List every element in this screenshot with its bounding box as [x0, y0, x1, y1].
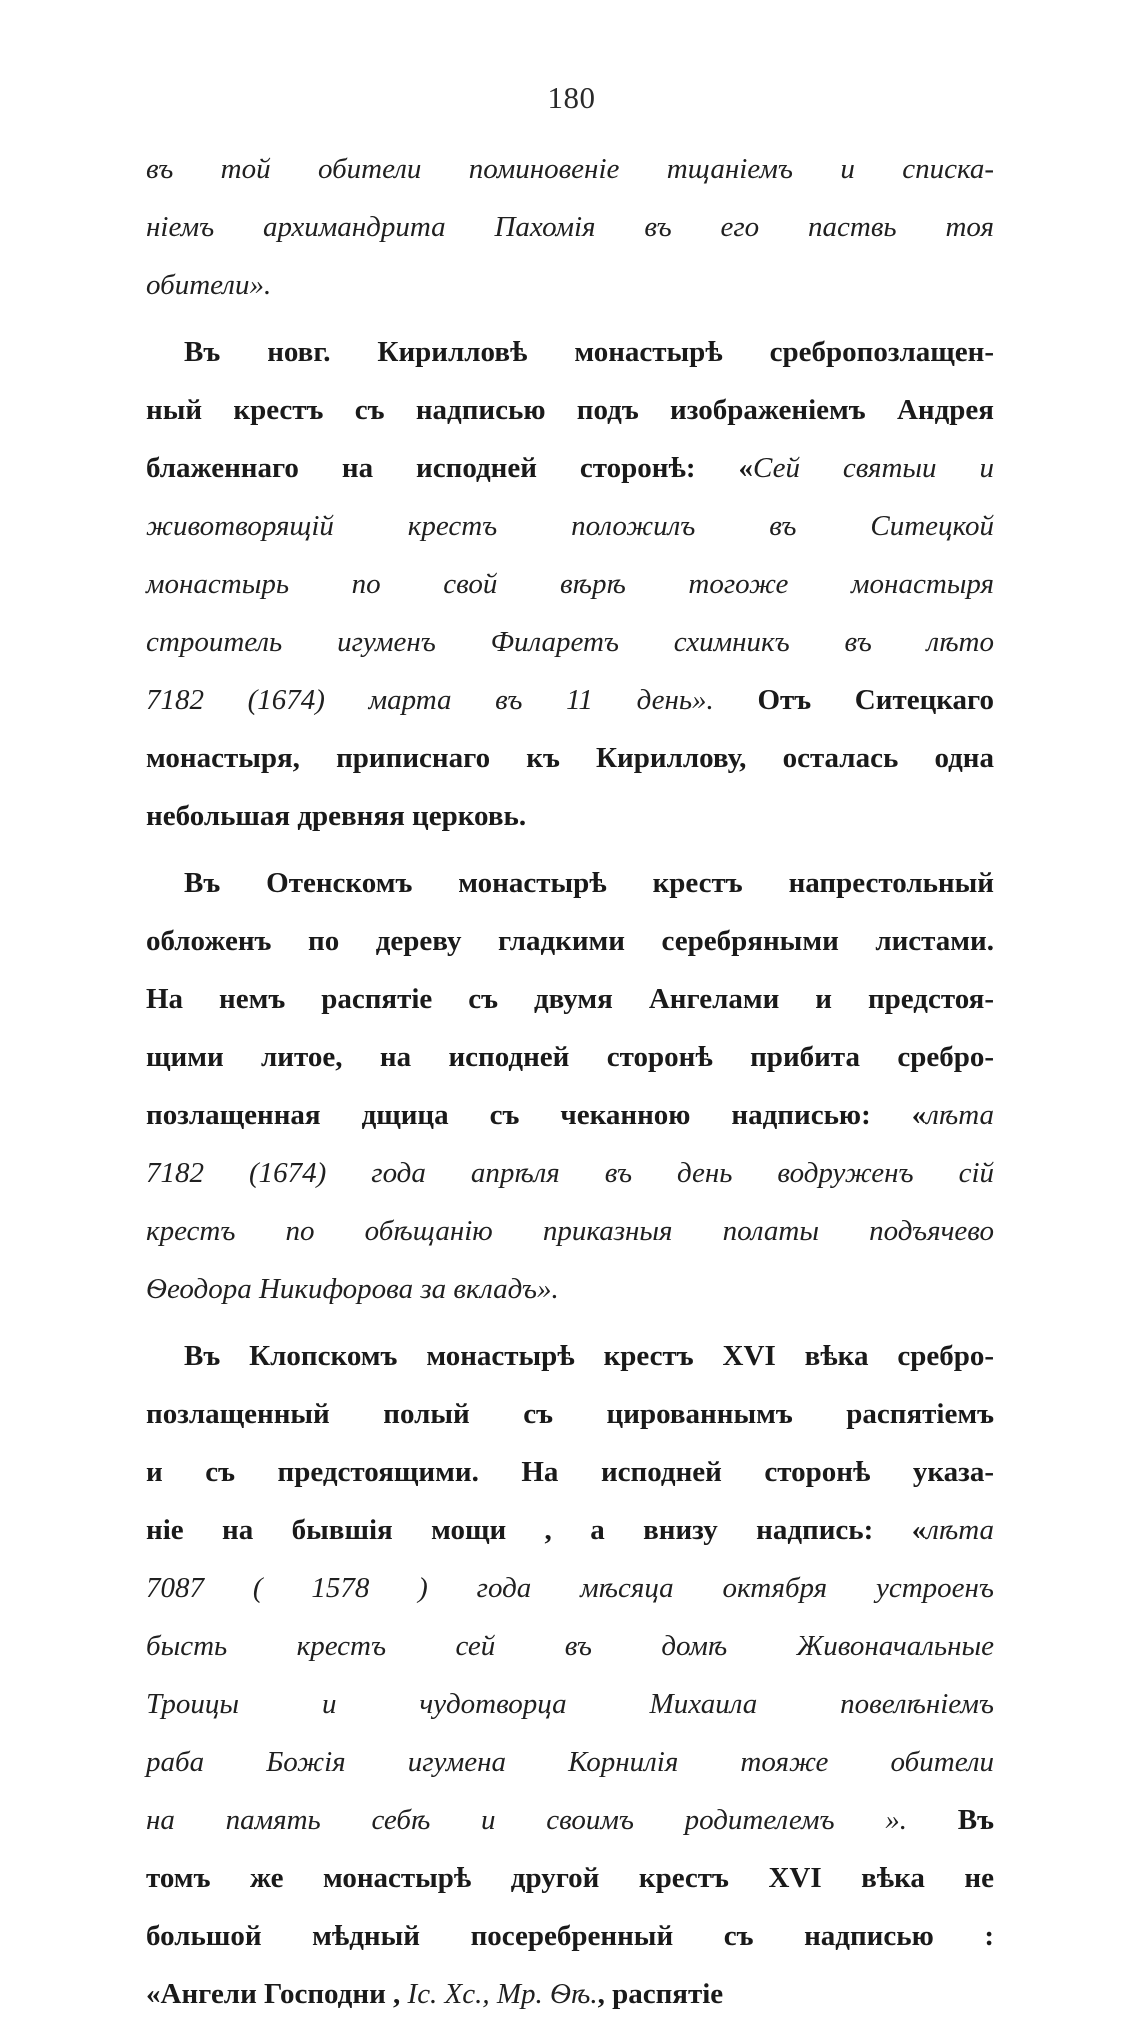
- text-line: [146, 1907, 994, 1965]
- text-run: «Ангели Господни ,: [146, 1978, 408, 2010]
- text-line: [146, 671, 994, 729]
- italic-quote-run: Іс. Хс., Мр. Ѳѣ.: [407, 1978, 598, 2010]
- text-line: [146, 1791, 994, 1849]
- italic-quote-run: Троицы и чудотворца Михаила повелѣніемъ: [146, 1688, 994, 1720]
- text-line: [146, 555, 994, 613]
- text-run: большой мѣдный посеребренный съ надписью :: [146, 1920, 994, 1952]
- paragraph: [146, 854, 994, 1318]
- text-line: [146, 1086, 994, 1144]
- text-line: [146, 1144, 994, 1202]
- text-run: Въ Клопскомъ монастырѣ крестъ XVI вѣка сребро-: [184, 1340, 994, 1372]
- text-line: [146, 1501, 994, 1559]
- text-line: [146, 256, 994, 314]
- text-run: и съ предстоящими. На исподней сторонѣ указа-: [146, 1456, 994, 1488]
- text-line: [146, 497, 994, 555]
- italic-quote-run: лѣта: [926, 1099, 994, 1131]
- text-line: [146, 1559, 994, 1617]
- text-line: [146, 1202, 994, 1260]
- text-line: [146, 1849, 994, 1907]
- text-run: Отъ Ситецкаго: [713, 684, 995, 716]
- text-run: позлащенная дщица съ чеканною надписью: «: [146, 1099, 927, 1131]
- italic-quote-run: Сей святыи и: [753, 452, 995, 484]
- text-line: [146, 854, 994, 912]
- italic-quote-run: крестъ по обѣщанію приказныя полаты подъячево: [146, 1215, 994, 1247]
- italic-quote-run: раба Божія игумена Корнилія тояже обители: [146, 1746, 994, 1778]
- text-run: Въ: [907, 1804, 995, 1836]
- paragraph: [146, 140, 994, 314]
- page-number: 180: [547, 80, 596, 115]
- text-line: [146, 1733, 994, 1791]
- italic-quote-run: обители».: [146, 269, 272, 301]
- italic-quote-run: животворящій крестъ положилъ въ Ситецкой: [146, 510, 994, 542]
- text-line: [146, 787, 994, 845]
- text-line: [146, 323, 994, 381]
- italic-quote-run: Ѳеодора Никифорова за вкладъ».: [146, 1273, 559, 1305]
- text-line: [146, 729, 994, 787]
- italic-quote-run: бысть крестъ сей въ домѣ Живоначальные: [146, 1630, 994, 1662]
- text-run: блаженнаго на исподней сторонѣ: «: [146, 452, 754, 484]
- text-line: [146, 970, 994, 1028]
- italic-quote-run: на память себѣ и своимъ родителемъ ».: [146, 1804, 908, 1836]
- text-line: [146, 439, 994, 497]
- text-line: [146, 381, 994, 439]
- text-run: Въ Отенскомъ монастырѣ крестъ напрестольный: [184, 867, 994, 899]
- text-line: [146, 1327, 994, 1385]
- italic-quote-run: 7182 (1674) марта въ 11 день».: [146, 684, 714, 716]
- text-line: [146, 912, 994, 970]
- text-run: ніе на бывшія мощи , а внизу надпись: «: [146, 1514, 927, 1546]
- text-line: [146, 198, 994, 256]
- text-run: ный крестъ съ надписью подъ изображеніемъ Андрея: [146, 394, 994, 426]
- text-run: На немъ распятіе съ двумя Ангелами и предстоя-: [146, 983, 994, 1015]
- text-line: [146, 1617, 994, 1675]
- text-run: Въ новг. Кирилловѣ монастырѣ сребропозлащен-: [184, 336, 994, 368]
- paragraph: [146, 323, 994, 845]
- text-line: [146, 1028, 994, 1086]
- italic-quote-run: строитель игуменъ Филаретъ схимникъ въ лѣто: [146, 626, 994, 658]
- text-line: [146, 1965, 994, 2023]
- text-run: томъ же монастырѣ другой крестъ XVI вѣка не: [146, 1862, 994, 1894]
- text-line: [146, 140, 994, 198]
- text-line: [146, 1675, 994, 1733]
- text-run: обложенъ по дереву гладкими серебряными листами.: [146, 925, 994, 957]
- italic-quote-run: 7087 ( 1578 ) года мѣсяца октября устроенъ: [146, 1572, 994, 1604]
- italic-quote-run: ніемъ архимандрита Пахомія въ его паствь тоя: [146, 211, 994, 243]
- text-line: [146, 613, 994, 671]
- text-run: небольшая древняя церковь.: [146, 800, 527, 832]
- text-line: [146, 1385, 994, 1443]
- text-run: щими литое, на исподней сторонѣ прибита сребро-: [146, 1041, 994, 1073]
- italic-quote-run: въ той обители поминовеніе тщаніемъ и списка-: [146, 153, 994, 185]
- paragraph: [146, 1327, 994, 2023]
- body-text: [146, 140, 994, 2032]
- text-line: [146, 1260, 994, 1318]
- text-run: позлащенный полый съ цированнымъ распятіемъ: [146, 1398, 994, 1430]
- italic-quote-run: 7182 (1674) года апрѣля въ день водруженъ сій: [146, 1157, 994, 1189]
- text-line: [146, 1443, 994, 1501]
- italic-quote-run: монастырь по свой вѣрѣ тогоже монастыря: [146, 568, 994, 600]
- text-run: , распятіе: [597, 1978, 724, 2010]
- text-run: монастыря, приписнаго къ Кириллову, осталась одна: [146, 742, 994, 774]
- italic-quote-run: лѣта: [926, 1514, 994, 1546]
